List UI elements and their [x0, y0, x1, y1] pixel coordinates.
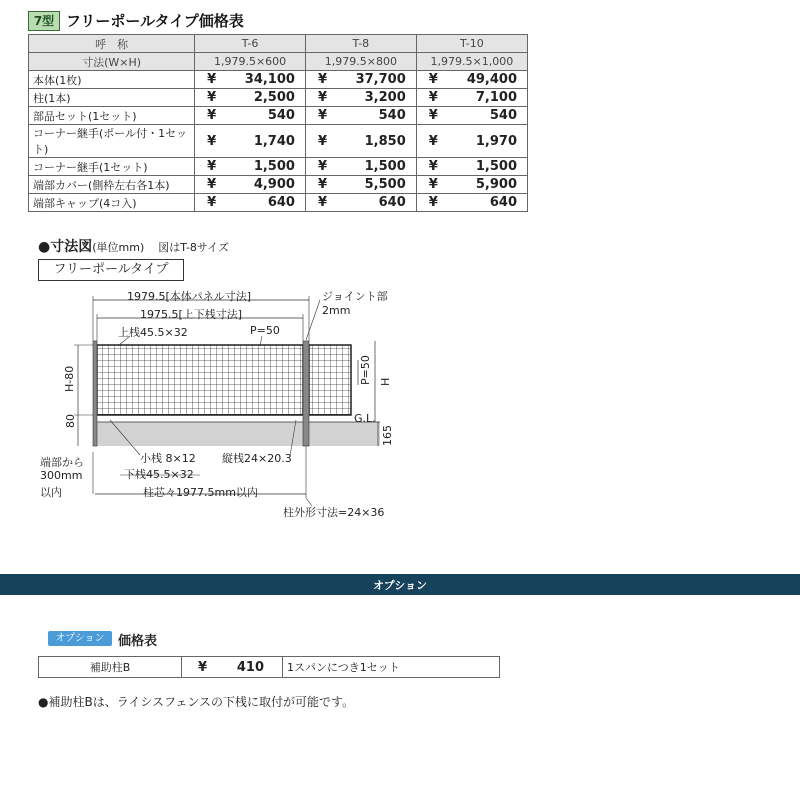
label-small-rail: 小桟 8×12: [140, 452, 196, 465]
item-name: コーナー継手(1セット): [29, 158, 195, 176]
item-name: 柱(1本): [29, 89, 195, 107]
label-bottom-rail: 下桟45.5×32: [124, 468, 194, 481]
label-gl: G.L.: [354, 412, 376, 425]
fence-panel-right: [309, 345, 351, 415]
option-price-table: [38, 656, 500, 678]
label-h: H: [379, 377, 392, 386]
label-joint: ジョイント部: [322, 290, 388, 303]
label-joint-gap: 2mm: [322, 304, 351, 317]
header-cell: T-6: [195, 35, 306, 53]
price-cell: ¥ 640: [416, 194, 527, 212]
label-rail-width: 1975.5[上下桟寸法]: [140, 308, 243, 321]
price-cell: ¥ 49,400: [416, 71, 527, 89]
item-name: 本体(1枚): [29, 71, 195, 89]
dimension-unit: (単位mm): [92, 241, 145, 254]
price-cell: ¥ 1,970: [416, 125, 527, 158]
header-cell: T-8: [305, 35, 416, 53]
item-name: 端部キャップ(4コ入): [29, 194, 195, 212]
price-cell: ¥ 1,500: [416, 158, 527, 176]
option-item-name: 補助柱B: [39, 657, 182, 678]
price-cell: ¥ 3,200: [305, 89, 416, 107]
label-panel-width: 1979.5[本体パネル寸法]: [127, 290, 252, 303]
header-cell: 1,979.5×600: [195, 53, 306, 71]
label-end-from: 端部から: [40, 456, 84, 469]
label-pitch-side: P=50: [359, 355, 372, 385]
item-name: コーナー継手(ポール付・1セット): [29, 125, 195, 158]
type-tag: 7型: [28, 11, 60, 31]
option-footnote: ●補助柱Bは、ライシスフェンスの下桟に取付が可能です。: [38, 695, 355, 709]
type-label-box: フリーポールタイプ: [38, 259, 184, 281]
header-cell: 呼 称: [29, 35, 195, 53]
post-right: [303, 341, 309, 446]
price-cell: ¥ 1,500: [195, 158, 306, 176]
price-cell: ¥ 540: [195, 107, 306, 125]
dimension-heading: ●寸法図: [38, 239, 93, 255]
option-tag: オプション: [48, 631, 112, 646]
header-cell: 寸法(W×H): [29, 53, 195, 71]
label-depth165: 165: [381, 425, 394, 446]
label-h80: H-80: [63, 365, 76, 392]
price-cell: ¥ 540: [305, 107, 416, 125]
option-price-cell: ¥ 410: [182, 657, 283, 678]
header-cell: 1,979.5×1,000: [416, 53, 527, 71]
price-cell: ¥ 7,100: [416, 89, 527, 107]
label-end-within: 以内: [40, 486, 62, 499]
header-cell: 1,979.5×800: [305, 53, 416, 71]
price-cell: ¥ 34,100: [195, 71, 306, 89]
leader-joint: [306, 300, 320, 340]
ground-base: [96, 422, 380, 446]
header-cell: T-10: [416, 35, 527, 53]
post-left: [93, 341, 97, 446]
price-cell: ¥ 5,900: [416, 176, 527, 194]
option-band-title: オプション: [372, 579, 427, 592]
item-name: 端部カバー(側枠左右各1本): [29, 176, 195, 194]
item-name: 部品セット(1セット): [29, 107, 195, 125]
price-cell: ¥ 2,500: [195, 89, 306, 107]
price-cell: ¥ 640: [195, 194, 306, 212]
option-price-title: 価格表: [118, 634, 158, 649]
price-cell: ¥ 1,850: [305, 125, 416, 158]
label-vertical-rail: 縦桟24×20.3: [222, 452, 292, 465]
label-pitch-top: P=50: [250, 324, 280, 337]
price-cell: ¥ 5,500: [305, 176, 416, 194]
price-cell: ¥ 1,500: [305, 158, 416, 176]
price-cell: ¥ 540: [416, 107, 527, 125]
price-table-title: フリーポールタイプ価格表: [66, 12, 244, 30]
dimension-note: 図はT-8サイズ: [158, 241, 230, 254]
price-cell: ¥ 4,900: [195, 176, 306, 194]
label-top-rail: 上桟45.5×32: [118, 326, 188, 339]
option-item-note: 1スパンにつき1セット: [283, 657, 500, 678]
label-post-size: 柱外形寸法=24×36: [283, 506, 385, 519]
price-cell: ¥ 37,700: [305, 71, 416, 89]
label-end-300: 300mm: [40, 469, 83, 482]
fence-panel-main: [97, 345, 303, 415]
label-post-pitch: 柱芯々1977.5mm以内: [143, 486, 258, 499]
label-base80: 80: [64, 414, 77, 428]
price-cell: ¥ 640: [305, 194, 416, 212]
table-row: [39, 657, 500, 678]
price-cell: ¥ 1,740: [195, 125, 306, 158]
